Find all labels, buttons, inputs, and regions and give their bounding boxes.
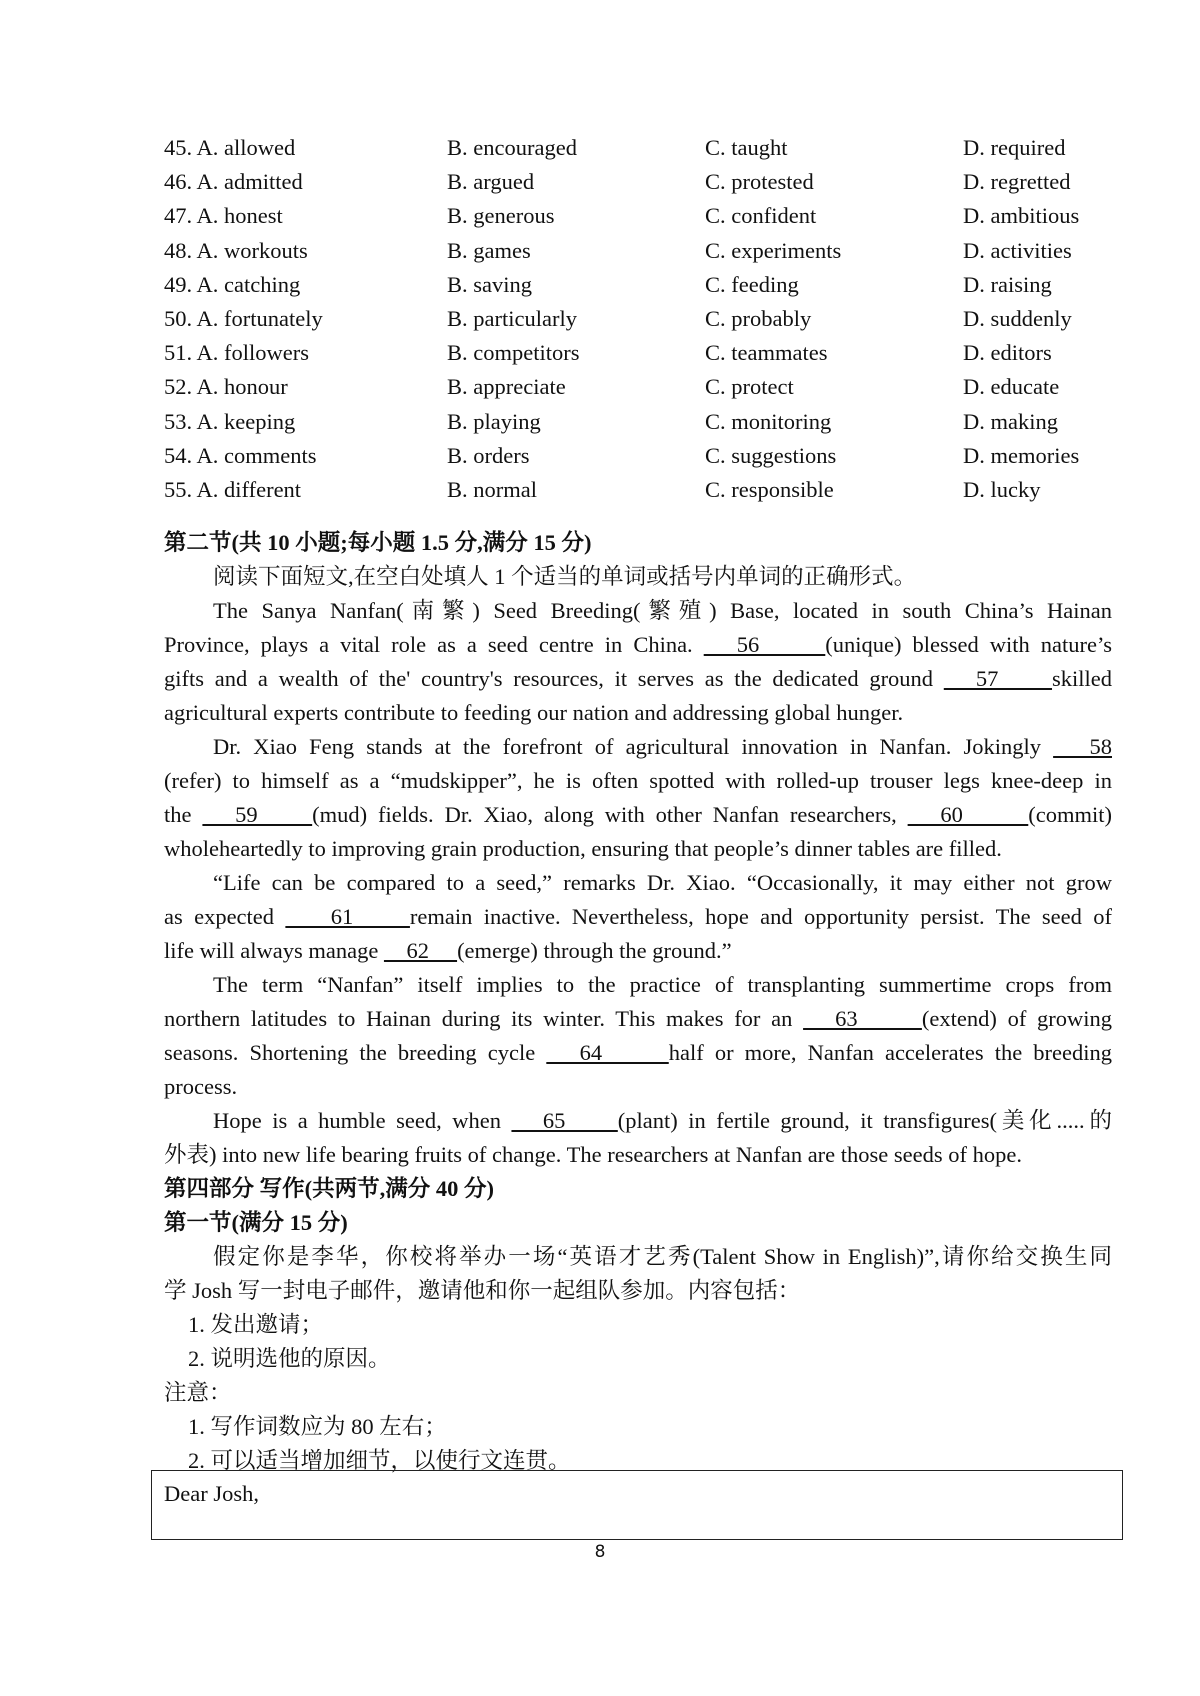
section2-heading: 第二节(共 10 小题;每小题 1.5 分,满分 15 分) xyxy=(164,530,592,555)
option-row xyxy=(164,336,1124,370)
option-a: 52. A. honour xyxy=(164,374,288,400)
option-row xyxy=(164,302,1124,336)
option-row xyxy=(164,370,1124,404)
option-d: D. regretted xyxy=(963,169,1071,195)
option-c: C. confident xyxy=(705,203,817,229)
option-b: B. normal xyxy=(447,476,537,502)
option-c: C. protested xyxy=(705,169,814,195)
option-b: B. argued xyxy=(447,169,535,195)
note-item: 1. 写作词数应为 80 左右； xyxy=(188,1414,447,1439)
option-c: C. feeding xyxy=(705,271,799,297)
option-row xyxy=(164,234,1124,268)
blank-65: 65 xyxy=(511,1108,618,1133)
passage-line: wholeheartedly to improving grain production, ensuring that people’s dinner tables are filled. xyxy=(164,836,1002,861)
option-c: C. monitoring xyxy=(705,408,832,434)
option-row xyxy=(164,439,1124,473)
part4-section1-heading: 第一节(满分 15 分) xyxy=(164,1210,348,1235)
passage-line: The Sanya Nanfan(南繁) Seed Breeding(繁殖) Base, located in south China’s Hainan xyxy=(213,598,1112,623)
writing-answer-box[interactable] xyxy=(151,1470,1123,1540)
passage-line: process. xyxy=(164,1074,238,1099)
option-d: D. activities xyxy=(963,237,1072,263)
option-c: C. teammates xyxy=(705,340,828,366)
passage-line: 外表) into new life bearing fruits of change. The researchers at Nanfan are those seeds of hope. xyxy=(164,1142,1022,1167)
note-item: 2. 可以适当增加细节，以使行文连贯。 xyxy=(188,1448,571,1473)
option-d: D. educate xyxy=(963,374,1060,400)
option-c: C. suggestions xyxy=(705,442,837,468)
blank-60: 60 xyxy=(907,802,1029,827)
option-c: C. probably xyxy=(705,305,812,331)
option-d: D. raising xyxy=(963,271,1052,297)
passage-line: Dr. Xiao Feng stands at the forefront of agricultural innovation in Nanfan. Jokingly 58 xyxy=(213,734,1112,759)
writing-prompt: 假定你是李华，你校将举办一场“英语才艺秀(Talent Show in English)”,请你给交换生同 xyxy=(213,1244,1112,1269)
blank-59: 59 xyxy=(202,802,313,827)
option-d: D. editors xyxy=(963,340,1052,366)
option-a: 53. A. keeping xyxy=(164,408,296,434)
passage-line: gifts and a wealth of the' country's resources, it serves as the dedicated ground 57 skilled xyxy=(164,666,1112,691)
option-b: B. orders xyxy=(447,442,530,468)
blank-61: 61 xyxy=(285,904,410,929)
option-row xyxy=(164,165,1124,199)
option-a: 50. A. fortunately xyxy=(164,305,323,331)
option-c: C. taught xyxy=(705,135,788,160)
option-b: B. encouraged xyxy=(447,135,577,160)
passage-line: seasons. Shortening the breeding cycle 64 half or more, Nanfan accelerates the breeding xyxy=(164,1040,1112,1065)
passage-line: (refer) to himself as a “mudskipper”, he is often spotted with rolled-up trouser legs knee-deep in xyxy=(164,768,1112,793)
option-a: 47. A. honest xyxy=(164,203,283,229)
section2-instruction: 阅读下面短文,在空白处填人 1 个适当的单词或括号内单词的正确形式。 xyxy=(213,564,917,589)
option-d: D. memories xyxy=(963,442,1080,468)
option-a: 54. A. comments xyxy=(164,442,317,468)
option-b: B. appreciate xyxy=(447,374,566,400)
option-b: B. particularly xyxy=(447,305,577,331)
blank-63: 63 xyxy=(803,1006,922,1031)
option-d: D. lucky xyxy=(963,476,1041,502)
answer-options-table xyxy=(164,131,1124,507)
passage-line: the 59 (mud) fields. Dr. Xiao, along with other Nanfan researchers, 60 (commit) xyxy=(164,802,1112,827)
content-item: 2. 说明选他的原因。 xyxy=(188,1346,391,1371)
passage-line: The term “Nanfan” itself implies to the practice of transplanting summertime crops from xyxy=(213,972,1112,997)
option-b: B. playing xyxy=(447,408,541,434)
passage-line: as expected 61 remain inactive. Nevertheless, hope and opportunity persist. The seed of xyxy=(164,904,1112,929)
option-c: C. responsible xyxy=(705,476,834,502)
blank-58: 58 xyxy=(1053,734,1112,759)
option-row xyxy=(164,131,1124,165)
option-a: 46. A. admitted xyxy=(164,169,303,195)
blank-62: 62 xyxy=(383,938,458,963)
option-a: 49. A. catching xyxy=(164,271,301,297)
option-a: 45. A. allowed xyxy=(164,135,296,160)
writing-prompt: 学 Josh 写一封电子邮件，邀请他和你一起组队参加。内容包括： xyxy=(164,1278,801,1303)
passage-line: life will always manage 62 (emerge) through the ground.” xyxy=(164,938,732,963)
option-c: C. experiments xyxy=(705,237,842,263)
blank-64: 64 xyxy=(546,1040,669,1065)
option-a: 48. A. workouts xyxy=(164,237,308,263)
page-number: 8 xyxy=(594,1542,606,1562)
passage-line: agricultural experts contribute to feeding our nation and addressing global hunger. xyxy=(164,700,904,725)
option-d: D. suddenly xyxy=(963,305,1072,331)
option-row xyxy=(164,268,1124,302)
passage-line: northern latitudes to Hainan during its winter. This makes for an 63 (extend) of growing xyxy=(164,1006,1112,1031)
option-a: 51. A. followers xyxy=(164,340,309,366)
passage-line: Province, plays a vital role as a seed centre in China. 56 (unique) blessed with nature’s xyxy=(164,632,1112,657)
option-b: B. generous xyxy=(447,203,555,229)
salutation: Dear Josh, xyxy=(164,1481,259,1506)
option-d: D. ambitious xyxy=(963,203,1080,229)
option-row xyxy=(164,405,1124,439)
blank-56: 56 xyxy=(703,632,826,657)
option-d: D. required xyxy=(963,135,1066,160)
part4-heading: 第四部分 写作(共两节,满分 40 分) xyxy=(164,1176,494,1201)
option-c: C. protect xyxy=(705,374,794,400)
option-row xyxy=(164,473,1124,507)
option-b: B. games xyxy=(447,237,531,263)
content-item: 1. 发出邀请； xyxy=(188,1312,324,1337)
blank-57: 57 xyxy=(943,666,1053,691)
option-d: D. making xyxy=(963,408,1058,434)
passage-line: Hope is a humble seed, when 65 (plant) in fertile ground, it transfigures(美化.....的 xyxy=(213,1108,1112,1133)
note-label: 注意： xyxy=(164,1380,232,1405)
option-row xyxy=(164,199,1124,233)
option-b: B. competitors xyxy=(447,340,580,366)
option-a: 55. A. different xyxy=(164,476,302,502)
passage-line: “Life can be compared to a seed,” remarks Dr. Xiao. “Occasionally, it may either not grow xyxy=(213,870,1112,895)
option-b: B. saving xyxy=(447,271,533,297)
